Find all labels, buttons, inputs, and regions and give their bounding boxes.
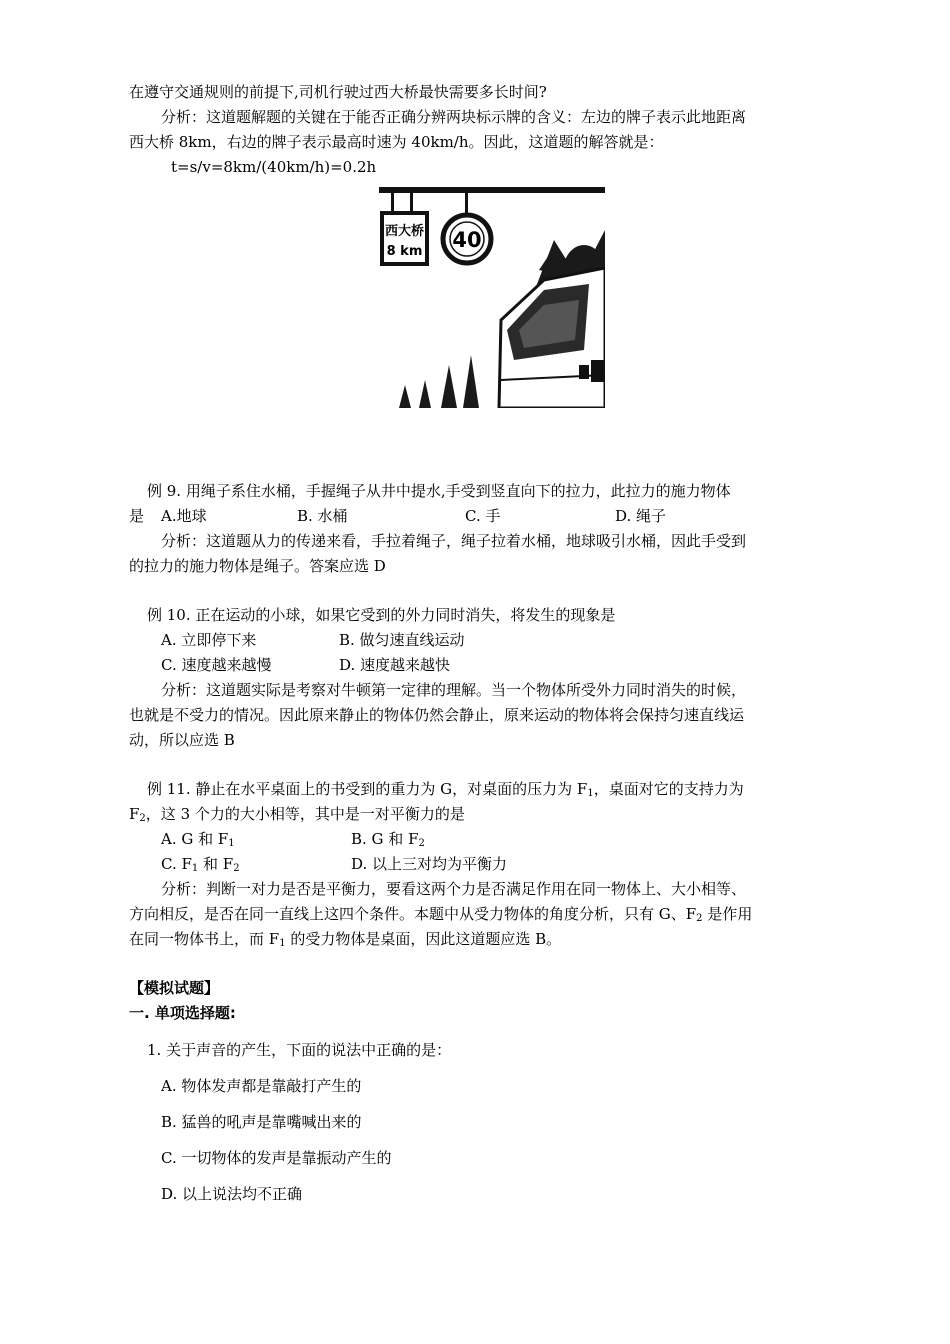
example-11-option-d: D. 以上三对均为平衡力 (351, 855, 508, 873)
example-11-question: 例 11. 静止在水平桌面上的书受到的重力为 G，对桌面的压力为 $F_1$，桌面对它的支持力为 (147, 780, 744, 799)
question-1: 1. 关于声音的产生，下面的说法中正确的是： (147, 1041, 452, 1059)
road-sign-illustration (379, 180, 605, 408)
intro-line: 在遵守交通规则的前提下,司机行驶过西大桥最快需要多长时间? (129, 83, 547, 101)
example-10-option-b: B. 做匀速直线运动 (339, 631, 465, 649)
example-9-question: 例 9. 用绳子系住水桶，手握绳子从井中提水,手受到竖直向下的拉力，此拉力的施力物体 (147, 482, 731, 500)
distance-sign-value: 8 km (386, 244, 423, 259)
example-11-analysis: 分析：判断一对力是否是平衡力，要看这两个力是否满足作用在同一物体上、大小相等、 (161, 880, 747, 898)
example-9-question-cont: 是 (129, 507, 145, 525)
example-11-option-b: B. G 和 $F_2$ (351, 830, 425, 849)
example-10-option-c: C. 速度越来越慢 (161, 656, 272, 674)
example-9-analysis: 的拉力的施力物体是绳子。答案应选 D (129, 557, 386, 575)
question-1-option-a: A. 物体发声都是靠敲打产生的 (161, 1077, 362, 1095)
example-9-option-b: B. 水桶 (297, 507, 348, 525)
example-10-analysis: 也就是不受力的情况。因此原来静止的物体仍然会静止，原来运动的物体将会保持匀速直线运 (129, 706, 745, 724)
intro-analysis-line: 分析：这道题解题的关键在于能否正确分辨两块标示牌的含义：左边的牌子表示此地距离 (161, 108, 747, 126)
example-9-option-d: D. 绳子 (615, 507, 667, 525)
example-10-option-d: D. 速度越来越快 (339, 656, 451, 674)
example-11-analysis: 在同一物体书上，而 $F_1$ 的受力物体是桌面，因此这道题应选 B。 (129, 930, 562, 949)
speed-limit-value: 40 (452, 228, 482, 252)
example-9-option-c: C. 手 (465, 507, 501, 525)
example-11-option-a: A. G 和 $F_1$ (161, 830, 235, 849)
mock-heading: 【模拟试题】 (129, 979, 220, 997)
section-heading: 一. 单项选择题: (129, 1004, 236, 1022)
example-11-option-c: C. $F_1$ 和 $F_2$ (161, 855, 240, 874)
example-10-analysis: 分析：这道题实际是考察对牛顿第一定律的理解。当一个物体所受外力同时消失的时候， (161, 681, 747, 699)
example-11-analysis: 方向相反，是否在同一直线上这四个条件。本题中从受力物体的角度分析，只有 G、$F_2$ 是作用 (129, 905, 753, 924)
bus-illustration (499, 268, 605, 408)
intro-formula: t=s/v=8km/(40km/h)=0.2h (171, 158, 377, 176)
example-10-option-a: A. 立即停下来 (161, 631, 257, 649)
question-1-option-c: C. 一切物体的发声是靠振动产生的 (161, 1149, 392, 1167)
example-11-question-cont: $F_2$，这 3 个力的大小相等，其中是一对平衡力的是 (129, 805, 465, 824)
example-10-question: 例 10. 正在运动的小球，如果它受到的外力同时消失，将发生的现象是 (147, 606, 616, 624)
example-9-analysis: 分析：这道题从力的传递来看，手拉着绳子，绳子拉着水桶，地球吸引水桶，因此手受到 (161, 532, 747, 550)
question-1-option-b: B. 猛兽的吼声是靠嘴喊出来的 (161, 1113, 362, 1131)
example-10-analysis: 动，所以应选 B (129, 731, 235, 749)
question-1-option-d: D. 以上说法均不正确 (161, 1185, 303, 1203)
example-9-option-a: A.地球 (161, 507, 207, 525)
intro-analysis-line: 西大桥 8km，右边的牌子表示最高时速为 40km/h。因此，这道题的解答就是： (129, 133, 664, 151)
road-sign-figure (379, 180, 605, 408)
distance-sign-name: 西大桥 (384, 224, 425, 239)
